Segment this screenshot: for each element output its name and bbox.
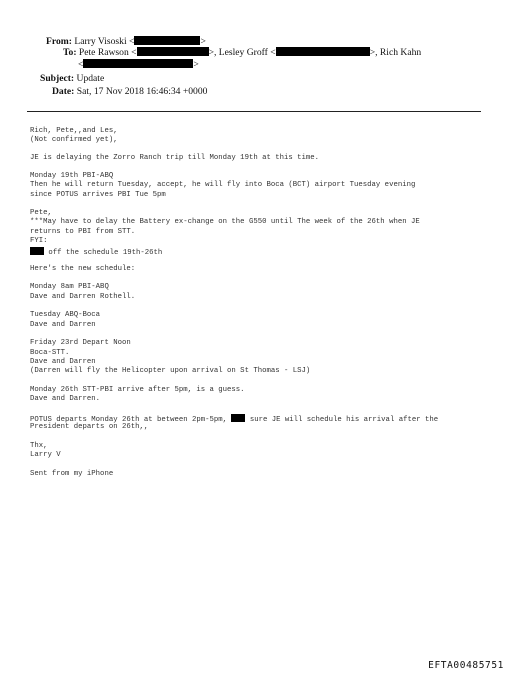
body-line: Sent from my iPhone <box>30 470 114 478</box>
document-id: EFTA00485751 <box>428 660 504 671</box>
body-line: Tuesday ABQ-Boca <box>30 311 101 319</box>
date-line <box>52 86 207 98</box>
redaction-box <box>276 47 370 56</box>
subject-label: Subject: <box>40 73 75 84</box>
redaction-box <box>83 59 193 68</box>
redaction-box <box>134 36 200 45</box>
to-label: To: <box>63 47 77 58</box>
body-line: Here's the new schedule: <box>30 265 136 273</box>
from-close: > <box>200 36 206 47</box>
to-value-3: >, Rich Kahn <box>369 47 422 58</box>
body-line: (Darren will fly the Helicopter upon arrival on St Thomas - LSJ) <box>30 367 311 375</box>
body-line: Monday 8am PBI-ABQ <box>30 283 109 291</box>
body-line: Dave and Darren <box>30 321 96 329</box>
to-value-1: Pete Rawson < <box>78 47 137 58</box>
body-line-redacted <box>30 247 162 259</box>
body-line: ***May have to delay the Battery ex-change on the G550 until The week of the 26th when JE <box>30 218 420 226</box>
body-line: Then he will return Tuesday, accept, he will fly into Boca (BCT) airport Tuesday evening <box>30 181 416 189</box>
body-line: (Not confirmed yet), <box>30 136 118 144</box>
body-line-text: POTUS departs Monday 26th at between 2pm-5pm, <box>30 416 232 424</box>
body-line: President departs on 26th,, <box>30 423 149 431</box>
body-line-text: sure JE will schedule his arrival after the <box>245 416 439 424</box>
to-line-continued <box>78 59 199 71</box>
date-label: Date: <box>52 86 75 97</box>
to-close: > <box>193 59 199 70</box>
redaction-box <box>231 414 245 422</box>
body-line: since POTUS arrives PBI Tue 5pm <box>30 191 166 199</box>
body-line: FYI: <box>30 237 48 245</box>
body-line: Dave and Darren. <box>30 395 101 403</box>
from-label: From: <box>46 36 72 47</box>
body-line: Friday 23rd Depart Noon <box>30 339 131 347</box>
body-line: Monday 26th STT-PBI arrive after 5pm, is a guess. <box>30 386 245 394</box>
subject-line <box>40 73 104 85</box>
to-value-2: >, Lesley Groff < <box>208 47 276 58</box>
body-line: JE is delaying the Zorro Ranch trip till Monday 19th at this time. <box>30 154 320 162</box>
body-line: Boca-STT. <box>30 349 70 357</box>
body-line: Pete, <box>30 209 52 217</box>
body-line: Thx, <box>30 442 48 450</box>
to-value-4: < <box>78 59 84 70</box>
date-value: Sat, 17 Nov 2018 16:46:34 +0000 <box>76 86 208 97</box>
body-line: Monday 19th PBI-ABQ <box>30 172 114 180</box>
body-line: Dave and Darren <box>30 358 96 366</box>
from-value: Larry Visoski < <box>74 36 135 47</box>
header-divider <box>27 111 481 112</box>
body-line: Dave and Darren Rothell. <box>30 293 136 301</box>
subject-value: Update <box>76 73 105 84</box>
redaction-box <box>137 47 209 56</box>
body-line: returns to PBI from STT. <box>30 228 136 236</box>
to-line <box>63 47 421 59</box>
body-line: Rich, Pete,,and Les, <box>30 127 118 135</box>
body-line-text: off the schedule 19th-26th <box>44 249 163 257</box>
body-line: Larry V <box>30 451 61 459</box>
redaction-box <box>30 247 44 255</box>
